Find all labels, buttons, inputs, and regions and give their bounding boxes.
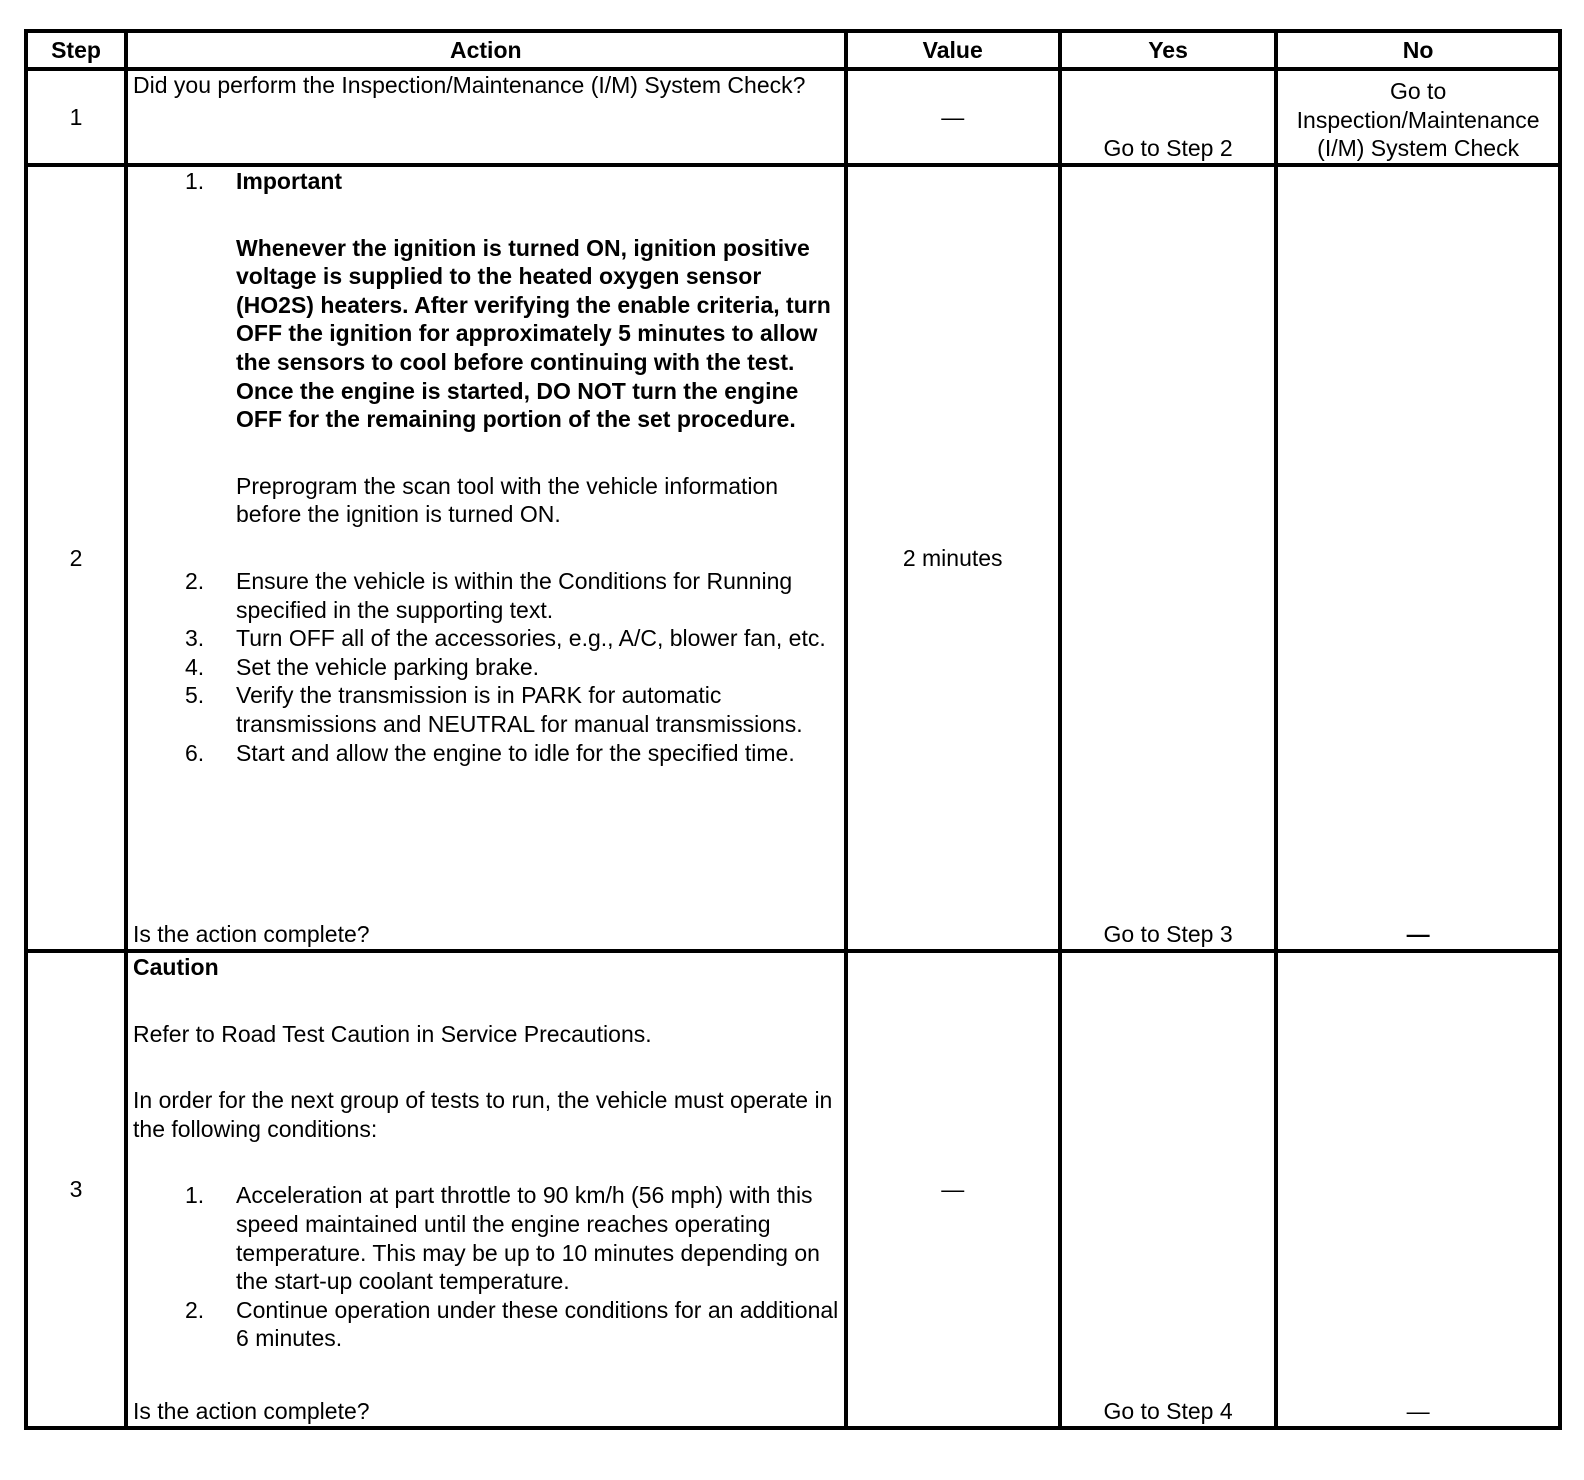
list-item-number: 5.: [185, 682, 205, 709]
header-no: No: [1276, 31, 1560, 69]
instruction-list: [133, 1181, 839, 1353]
step-number: 2: [26, 165, 126, 951]
list-item-text: Continue operation under these conditions for an additional 6 minutes.: [236, 1296, 839, 1352]
list-item: [133, 167, 839, 196]
action-text: Did you perform the Inspection/Maintenance (I/M) System Check?: [133, 72, 806, 98]
list-item-number: 2.: [185, 1296, 205, 1323]
list-item-number: 3.: [185, 625, 205, 652]
list-item: [133, 567, 839, 624]
important-label: Important: [236, 168, 343, 194]
list-item: [133, 739, 839, 768]
no-cell: —: [1276, 951, 1560, 1428]
list-item-text: Ensure the vehicle is within the Conditions for Running specified in the supporting text.: [236, 567, 793, 623]
action-question: Is the action complete?: [133, 921, 370, 948]
yes-cell: Go to Step 2: [1060, 69, 1276, 165]
table-row-step-1: [26, 69, 1560, 165]
list-item-number: 1.: [185, 168, 205, 194]
list-item: [133, 681, 839, 738]
header-value: Value: [846, 31, 1060, 69]
yes-cell: Go to Step 4: [1060, 951, 1276, 1428]
step-number: 1: [26, 69, 126, 165]
value-cell: 2 minutes: [846, 165, 1060, 951]
list-item-number: 1.: [185, 1182, 205, 1209]
list-item: [133, 653, 839, 682]
no-cell: Go to Inspection/Maintenance (I/M) System Check: [1276, 69, 1560, 165]
table-row-step-3: [26, 951, 1560, 1428]
action-cell: [126, 165, 846, 951]
action-cell: [126, 69, 846, 165]
value-cell: —: [846, 69, 1060, 165]
action-cell: [126, 951, 846, 1428]
instruction-list: [133, 167, 839, 196]
no-cell: —: [1276, 165, 1560, 951]
yes-cell: Go to Step 3: [1060, 165, 1276, 951]
list-item-number: 6.: [185, 739, 205, 766]
instruction-list: [133, 567, 839, 767]
list-item: [133, 1181, 839, 1295]
header-yes: Yes: [1060, 31, 1276, 69]
important-text: Whenever the ignition is turned ON, ignition positive voltage is supplied to the heated oxygen sensor (HO2S) heaters. After verifying the enable criteria, turn OFF the ignition for approximately 5 minutes to allow the sensors to cool before continuing with the test. Once the engine is started, DO NOT turn the engine OFF for the remaining portion of the set procedure.: [236, 234, 831, 433]
list-item-text: Turn OFF all of the accessories, e.g., A/C, blower fan, etc.: [236, 625, 826, 652]
list-item-text: Start and allow the engine to idle for the specified time.: [236, 739, 795, 766]
list-item: [133, 1296, 839, 1353]
diagnostic-table: [24, 29, 1562, 1430]
header-step: Step: [26, 31, 126, 69]
list-item-number: 4.: [185, 653, 205, 680]
value-cell: —: [846, 951, 1060, 1428]
list-item-text: Acceleration at part throttle to 90 km/h (56 mph) with this speed maintained until the engine reaches operating temperature. This may be up to 10 minutes depending on the start-up coolant temperature.: [236, 1182, 820, 1295]
caution-text: Refer to Road Test Caution in Service Precautions.: [133, 1020, 652, 1047]
preprogram-text: Preprogram the scan tool with the vehicle information before the ignition is turned ON.: [236, 472, 779, 528]
list-item: [133, 624, 839, 653]
header-action: Action: [126, 31, 846, 69]
list-item-number: 2.: [185, 567, 205, 594]
intro-text: In order for the next group of tests to run, the vehicle must operate in the following conditions:: [133, 1087, 833, 1142]
caution-label: Caution: [133, 954, 219, 980]
action-question: Is the action complete?: [133, 1398, 370, 1425]
list-item-text: Set the vehicle parking brake.: [236, 653, 540, 680]
list-item-text: Verify the transmission is in PARK for automatic transmissions and NEUTRAL for manual transmissions.: [236, 682, 803, 737]
table-row-step-2: [26, 165, 1560, 951]
step-number: 3: [26, 951, 126, 1428]
header-row: [26, 31, 1560, 69]
